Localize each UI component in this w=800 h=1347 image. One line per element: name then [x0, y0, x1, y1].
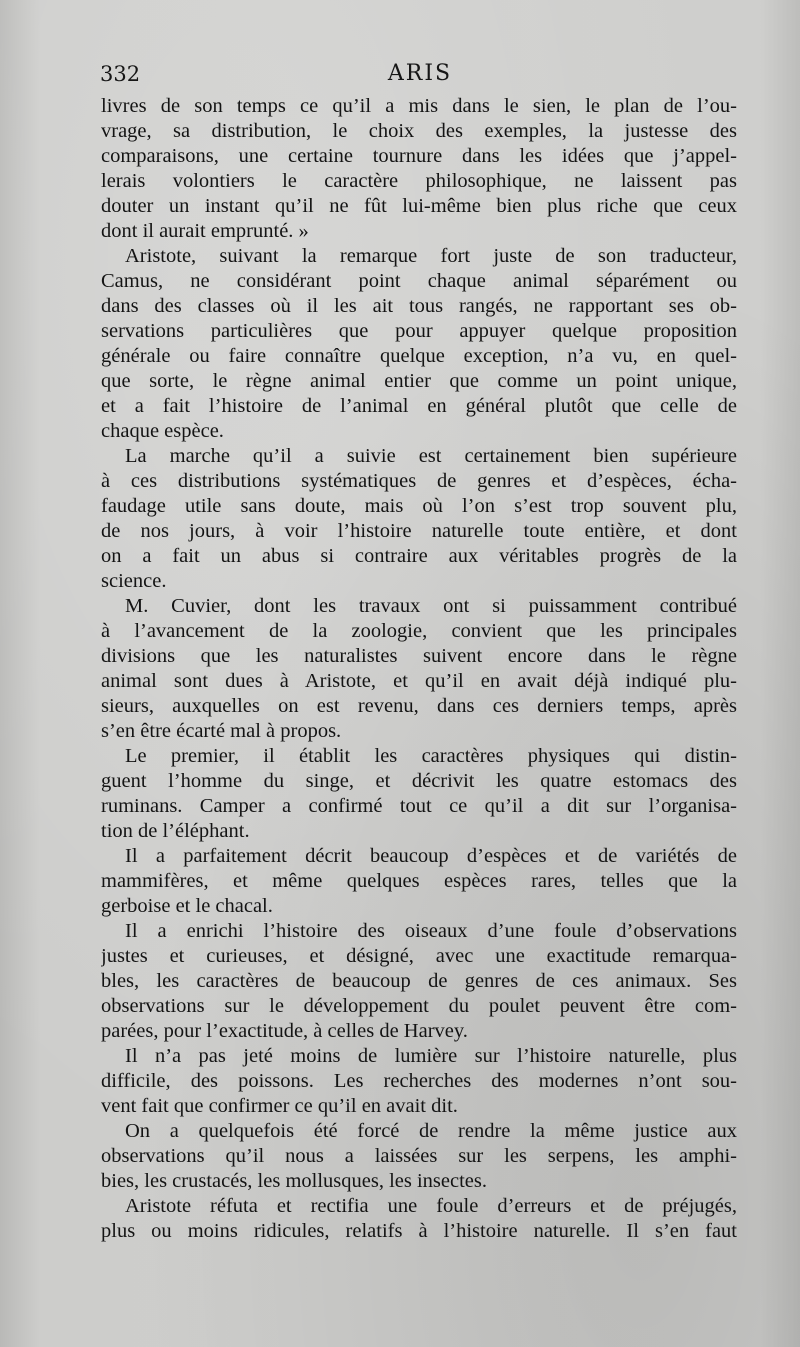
- text-line: sieurs, auxquelles on est revenu, dans ces derniers temps, après: [101, 695, 737, 717]
- text-line: dans des classes où il les ait tous rangés, ne rapportant ses ob-: [101, 295, 737, 317]
- text-line: M. Cuvier, dont les travaux ont si puissamment contribué: [125, 595, 737, 617]
- page-number: 332: [100, 62, 141, 86]
- text-line: dont il aurait emprunté. »: [101, 220, 309, 242]
- text-line: animal sont dues à Aristote, et qu’il en avait déjà indiqué plu-: [101, 670, 737, 692]
- text-line: à l’avancement de la zoologie, convient que les principales: [101, 620, 737, 642]
- text-line: gerboise et le chacal.: [101, 895, 273, 917]
- text-line: tion de l’éléphant.: [101, 820, 250, 842]
- text-line: guent l’homme du singe, et décrivit les quatre estomacs des: [101, 770, 737, 792]
- text-line: Il n’a pas jeté moins de lumière sur l’histoire naturelle, plus: [125, 1045, 737, 1067]
- text-line: Il a enrichi l’histoire des oiseaux d’une foule d’observations: [125, 920, 737, 942]
- text-line: science.: [101, 570, 167, 592]
- text-line: comparaisons, une certaine tournure dans les idées que j’appel-: [101, 145, 737, 167]
- text-line: livres de son temps ce qu’il a mis dans le sien, le plan de l’ou-: [101, 95, 737, 117]
- text-line: divisions que les naturalistes suivent encore dans le règne: [101, 645, 737, 667]
- text-line: Il a parfaitement décrit beaucoup d’espèces et de variétés de: [125, 845, 737, 867]
- text-line: bies, les crustacés, les mollusques, les insectes.: [101, 1170, 487, 1192]
- text-line: s’en être écarté mal à propos.: [101, 720, 342, 742]
- text-line: difficile, des poissons. Les recherches des modernes n’ont sou-: [101, 1070, 737, 1092]
- text-line: vrage, sa distribution, le choix des exemples, la justesse des: [101, 120, 737, 142]
- text-line: mammifères, et même quelques espèces rares, telles que la: [101, 870, 737, 892]
- text-line: faudage utile sans doute, mais où l’on s’est trop souvent plu,: [101, 495, 737, 517]
- text-line: bles, les caractères de beaucoup de genres de ces animaux. Ses: [101, 970, 737, 992]
- text-line: On a quelquefois été forcé de rendre la même justice aux: [125, 1120, 737, 1142]
- text-line: chaque espèce.: [101, 420, 224, 442]
- text-line: et a fait l’histoire de l’animal en général plutôt que celle de: [101, 395, 737, 417]
- text-line: justes et curieuses, et désigné, avec une exactitude remarqua-: [101, 945, 737, 967]
- text-line: plus ou moins ridicules, relatifs à l’histoire naturelle. Il s’en faut: [101, 1220, 737, 1242]
- text-line: douter un instant qu’il ne fût lui-même bien plus riche que ceux: [101, 195, 737, 217]
- text-line: de nos jours, à voir l’histoire naturelle toute entière, et dont: [101, 520, 737, 542]
- text-line: servations particulières que pour appuyer quelque proposition: [101, 320, 737, 342]
- running-head: ARIS: [387, 61, 453, 86]
- text-line: observations qu’il nous a laissées sur les serpens, les amphi-: [101, 1145, 737, 1167]
- text-line: on a fait un abus si contraire aux véritables progrès de la: [101, 545, 737, 567]
- body-text: [101, 94, 737, 1244]
- text-line: Camus, ne considérant point chaque animal séparément ou: [101, 270, 737, 292]
- text-line: ruminans. Camper a confirmé tout ce qu’il a dit sur l’organisa-: [101, 795, 737, 817]
- text-line: La marche qu’il a suivie est certainement bien supérieure: [125, 445, 737, 467]
- text-line: à ces distributions systématiques de genres et d’espèces, écha-: [101, 470, 737, 492]
- page-header: [100, 60, 740, 90]
- text-line: vent fait que confirmer ce qu’il en avait dit.: [101, 1095, 458, 1117]
- text-line: observations sur le développement du poulet peuvent être com-: [101, 995, 737, 1017]
- text-line: lerais volontiers le caractère philosophique, ne laissent pas: [101, 170, 737, 192]
- text-line: que sorte, le règne animal entier que comme un point unique,: [101, 370, 737, 392]
- text-line: générale ou faire connaître quelque exception, n’a vu, en quel-: [101, 345, 737, 367]
- text-line: Le premier, il établit les caractères physiques qui distin-: [125, 745, 737, 767]
- text-line: Aristote, suivant la remarque fort juste de son traducteur,: [125, 245, 737, 267]
- text-line: parées, pour l’exactitude, à celles de Harvey.: [101, 1020, 468, 1042]
- text-line: Aristote réfuta et rectifia une foule d’erreurs et de préjugés,: [125, 1195, 737, 1217]
